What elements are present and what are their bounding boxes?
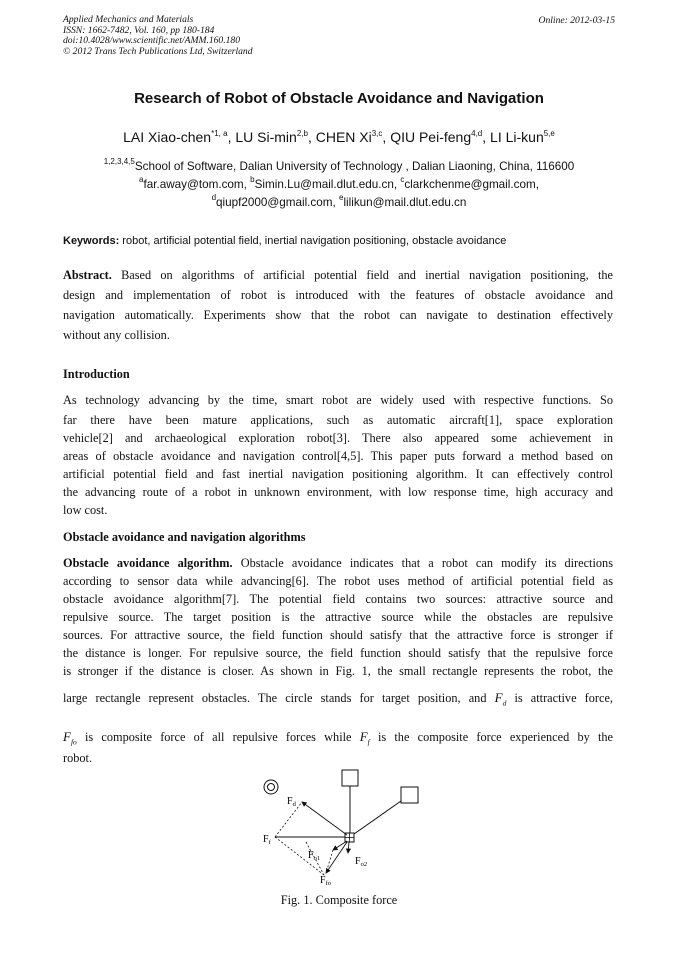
ffo-force-arrow	[326, 842, 347, 873]
symbol-letter: F	[63, 729, 71, 744]
subsection-label: Obstacle avoidance algorithm.	[63, 556, 233, 570]
author-name: LI Li-kun	[490, 129, 544, 145]
symbol-letter: F	[494, 690, 503, 705]
fo2-force-arrow	[348, 842, 349, 853]
section2-line: the distance is longer. For repulsive source, the field function should satisfy that the repulsive force	[63, 646, 613, 660]
author-sep: ,	[482, 129, 491, 145]
dashed-line	[326, 850, 333, 873]
section2-text: large rectangle represent obstacles. The circle stands for target position, and	[63, 691, 495, 705]
section-heading-algorithms: Obstacle avoidance and navigation algorithms	[63, 530, 306, 544]
figure-composite-force	[250, 765, 430, 890]
obstacle-rect-2	[401, 787, 418, 803]
author-sup: 4,d	[471, 129, 483, 138]
label-ff: $F_f$	[263, 834, 271, 846]
email-sep: ,	[243, 178, 251, 191]
author-sup: 5,e	[543, 129, 555, 138]
abstract-line: without any collision.	[63, 328, 170, 342]
symbol-sub: fo	[70, 737, 77, 747]
abstract-line: design and implementation of robot is introduced with the features of obstacle avoidance and	[63, 288, 613, 302]
intro-line: far there have been mature applications, such as automatic aircraft[1], space exploration	[63, 413, 613, 427]
email-sup: b	[250, 175, 255, 184]
email-address: far.away@tom.com	[143, 178, 244, 191]
intro-line: As technology advancing by the time, smart robot are widely used with respective functions. So	[63, 393, 613, 407]
section2-line-fd	[63, 688, 613, 714]
author-sep: ,	[382, 129, 391, 145]
intro-line: the advancing route of a robot in unknown environment, with low response time, high accuracy and	[63, 485, 613, 499]
affiliation-sup: 1,2,3,4,5	[103, 157, 135, 166]
email-sep: ,	[332, 196, 339, 209]
target-circle-inner	[268, 784, 275, 791]
author-sup: 2,b	[296, 129, 308, 138]
section2-text: Obstacle avoidance indicates that a robot can modify its directions	[232, 556, 613, 570]
section2-text: is the composite force experienced by the	[369, 730, 613, 744]
author-name: LAI Xiao-chen	[123, 129, 212, 145]
intro-line: vehicle[2] and archaeological exploration robot[3]. There also appeared some achievement in	[63, 431, 613, 445]
keywords-label: Keywords:	[63, 235, 120, 247]
symbol-fd	[494, 690, 507, 708]
email-address: lilikun@mail.dlut.edu.cn	[343, 196, 467, 209]
section2-text: is composite force of all repulsive forces while	[76, 730, 360, 744]
symbol-letter: F	[359, 729, 368, 744]
online-date: Online: 2012-03-15	[538, 15, 615, 26]
email-address: Simin.Lu@mail.dlut.edu.cn	[254, 178, 394, 191]
section2-line: robot.	[63, 751, 93, 765]
affiliation-text: School of Software, Dalian University of Technology , Dalian Liaoning, China, 116600	[134, 160, 575, 173]
author-sup: 3,c	[371, 129, 383, 138]
intro-line: low cost.	[63, 503, 108, 517]
symbol-sub: f	[367, 737, 370, 747]
doi-line: doi:10.4028/www.scientific.net/AMM.160.180	[63, 35, 241, 47]
section2-line: sources. For attractive source, the field function should satisfy that the attractive force is stronger if	[63, 628, 613, 642]
abstract-label: Abstract.	[63, 268, 112, 282]
obstacle-rect-1	[342, 770, 358, 786]
email-sep: ,	[535, 178, 539, 191]
abstract-text: Based on algorithms of artificial potential field and inertial navigation positioning, the	[111, 268, 613, 282]
section2-line: is stronger if the distance is closer. As shown in Fig. 1, the small rectangle represents the robot, the	[63, 664, 613, 678]
author-sep: ,	[227, 129, 236, 145]
section2-text: is attractive force,	[506, 691, 613, 705]
symbol-sub: d	[502, 698, 507, 708]
section2-line: repulsive source. The target position is the attractive source while the obstacles are repulsive	[63, 610, 613, 624]
target-circle	[264, 780, 278, 794]
label-fo1: $F_{o1}$	[308, 850, 321, 862]
label-fd: $F_d$	[287, 796, 296, 808]
obstacle-line-2	[354, 801, 401, 834]
copyright-line: © 2012 Trans Tech Publications Ltd, Switzerland	[63, 45, 253, 57]
intro-line: areas of obstacle avoidance and navigation control[4,5]. This paper puts forward a method based on	[63, 449, 613, 463]
email-sup: d	[211, 193, 217, 202]
symbol-ff	[359, 729, 370, 747]
email-sup: e	[339, 193, 344, 202]
abstract-line: navigation automatically. Experiments show that the robot can navigate to destination effectively	[63, 308, 613, 322]
email-address: qiupf2000@gmail.com	[216, 196, 333, 209]
section2-line: obstacle avoidance algorithm[7]. The potential field contains two sources: attractive source and	[63, 592, 613, 606]
email-sep: ,	[393, 178, 401, 191]
label-fo2: $F_{o2}$	[355, 856, 368, 868]
section2-line: according to sensor data while advancing[6]. The robot uses method of artificial potential field as	[63, 574, 613, 588]
author-name: CHEN Xi	[315, 129, 372, 145]
abstract-line	[63, 265, 613, 285]
dashed-line	[275, 802, 302, 837]
journal-name: Applied Mechanics and Materials	[63, 14, 194, 25]
email-line-2	[0, 193, 678, 209]
symbol-ffo	[63, 729, 77, 747]
author-name: LU Si-min	[235, 129, 297, 145]
author-sup: *1, a	[211, 129, 228, 138]
journal-header	[63, 15, 253, 57]
email-sup: a	[139, 175, 144, 184]
section-heading-introduction: Introduction	[63, 367, 130, 381]
label-ffo: $F_{fo}$	[320, 875, 331, 887]
figure-caption: Fig. 1. Composite force	[280, 893, 398, 907]
intro-line: artificial potential field and fast inertial navigation positioning algorithm. It can effectively control	[63, 467, 613, 481]
author-name: QIU Pei-feng	[390, 129, 472, 145]
keywords-text: robot, artificial potential field, inertial navigation positioning, obstacle avoidance	[119, 235, 507, 247]
author-sep: ,	[307, 129, 316, 145]
section2-line	[63, 553, 613, 573]
author-list	[0, 129, 678, 145]
email-line-1	[0, 175, 678, 191]
paper-title: Research of Robot of Obstacle Avoidance and Navigation	[134, 90, 544, 107]
email-sup: c	[400, 175, 405, 184]
keywords	[63, 235, 506, 247]
affiliation	[0, 157, 678, 173]
issn-line: ISSN: 1662-7482, Vol. 160, pp 180-184	[63, 24, 215, 36]
email-address: clarkchenme@gmail.com	[404, 178, 536, 191]
fd-force-arrow	[302, 802, 347, 835]
